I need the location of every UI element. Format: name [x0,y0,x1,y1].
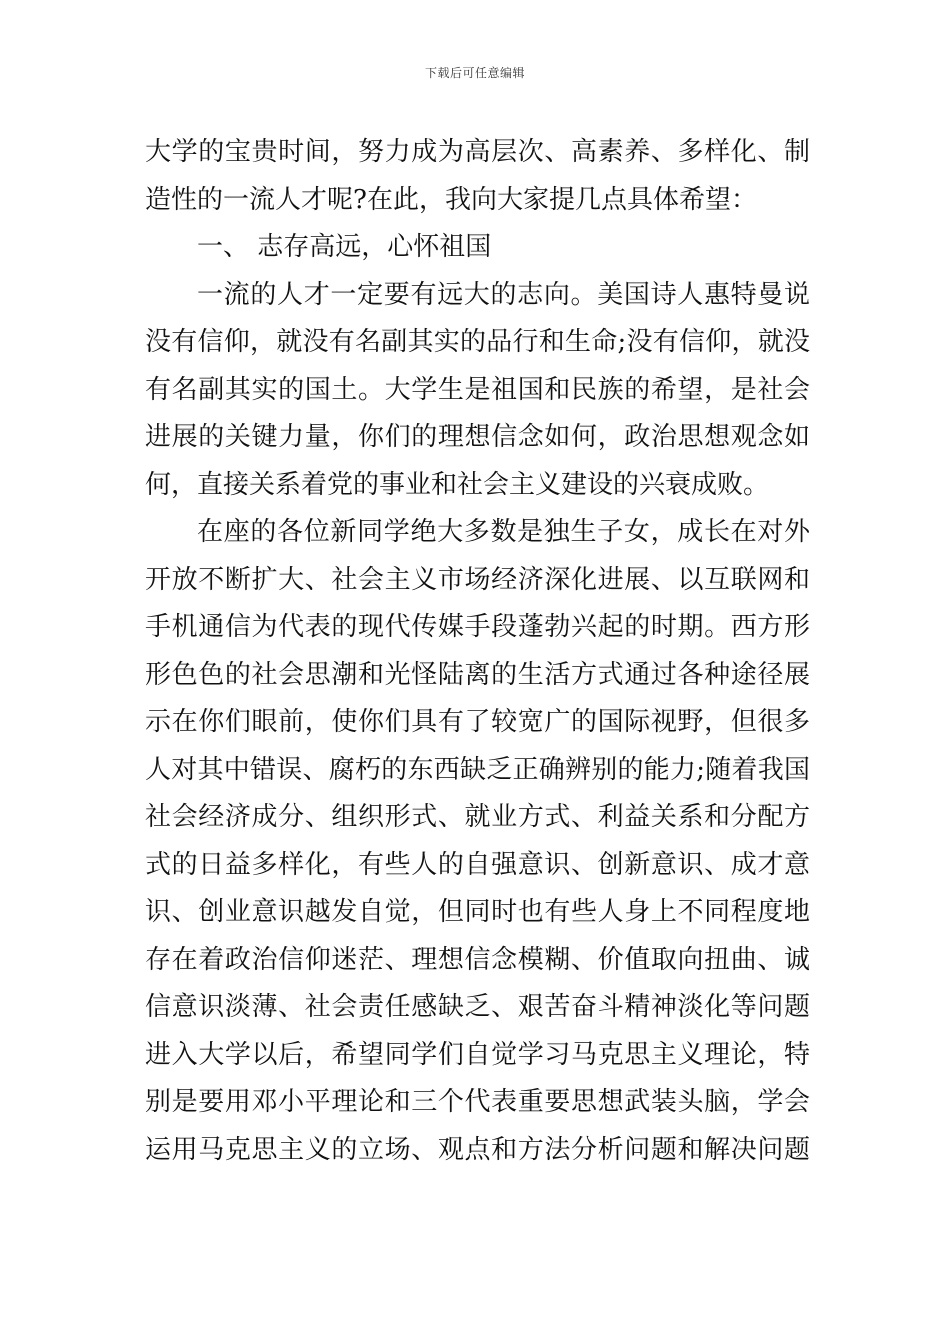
text-line: 何，直接关系着党的事业和社会主义建设的兴衰成败。 [145,469,770,500]
text-line: 运用马克思主义的立场、观点和方法分析问题和解决问题 [145,1134,810,1165]
document-body [145,129,810,1174]
text-line: 别是要用邓小平理论和三个代表重要思想武装头脑，学会 [145,1087,810,1117]
text-line: 信意识淡薄、社会责任感缺乏、艰苦奋斗精神淡化等问题 [145,992,810,1022]
page-header: 下载后可任意编辑 [424,66,525,80]
text-line: 有名副其实的国土。大学生是祖国和民族的希望，是社会 [145,374,810,405]
text-line: 形色色的社会思潮和光怪陆离的生活方式通过各种途径展 [145,659,810,690]
section-heading: 一、 志存高远，心怀祖国 [197,232,492,262]
text-line: 开放不断扩大、社会主义市场经济深化进展、以互联网和 [145,564,810,595]
text-line: 人对其中错误、腐朽的东西缺乏正确辨别的能力;随着我国 [145,754,810,785]
text-line: 进入大学以后，希望同学们自觉学习马克思主义理论，特 [145,1039,810,1070]
text-line: 大学的宝贵时间，努力成为高层次、高素养、多样化、制 [145,137,810,167]
text-line: 手机通信为代表的现代传媒手段蓬勃兴起的时期。西方形 [145,612,810,642]
text-line: 识、创业意识越发自觉，但同时也有些人身上不同程度地 [145,897,810,927]
text-line: 进展的关键力量，你们的理想信念如何，政治思想观念如 [145,422,810,452]
text-line: 社会经济成分、组织形式、就业方式、利益关系和分配方 [145,802,810,832]
text-line: 没有信仰，就没有名副其实的品行和生命;没有信仰，就没 [145,327,810,357]
text-line: 存在着政治信仰迷茫、理想信念模糊、价值取向扭曲、诚 [145,944,810,975]
text-line: 示在你们眼前，使你们具有了较宽广的国际视野，但很多 [145,707,810,737]
paragraph-first-line: 在座的各位新同学绝大多数是独生子女，成长在对外 [197,517,810,547]
paragraph-first-line: 一流的人才一定要有远大的志向。美国诗人惠特曼说 [197,279,810,310]
text-line: 式的日益多样化，有些人的自强意识、创新意识、成才意 [145,849,810,880]
text-line: 造性的一流人才呢?在此，我向大家提几点具体希望： [145,184,757,215]
